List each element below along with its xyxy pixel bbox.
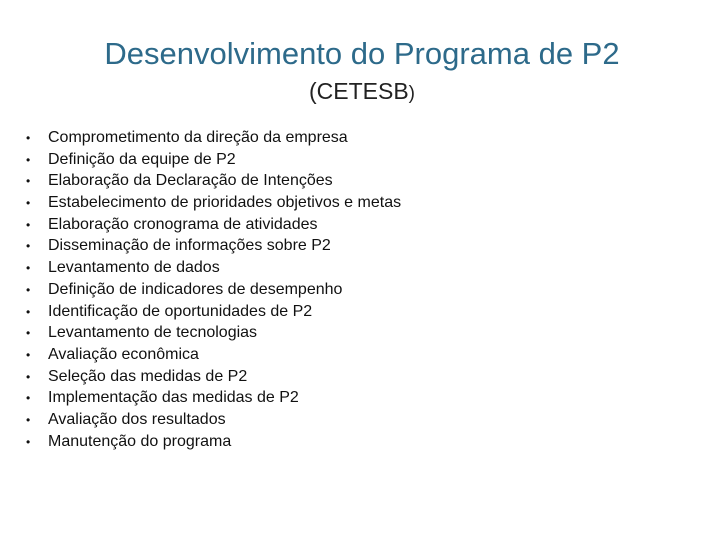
list-item: [26, 301, 401, 323]
list-item: [26, 257, 401, 279]
list-item: [26, 322, 401, 344]
list-item-text: Elaboração da Declaração de Intenções: [48, 172, 333, 190]
list-item-text: Comprometimento da direção da empresa: [48, 129, 348, 146]
list-item-text: Estabelecimento de prioridades objetivos e metas: [48, 194, 402, 212]
list-item-text: Levantamento de tecnologias: [48, 324, 258, 342]
list-item: [26, 127, 401, 149]
bullet-icon: •: [26, 304, 31, 319]
bullet-icon: •: [26, 261, 31, 276]
bullet-icon: •: [26, 391, 31, 406]
bullet-icon: •: [26, 131, 31, 145]
bullet-icon: •: [26, 412, 31, 427]
list-item-text: Definição da equipe de P2: [48, 150, 236, 168]
list-item-text: Implementação das medidas de P2: [48, 389, 299, 407]
bullet-icon: •: [26, 347, 31, 362]
list-item: [26, 192, 401, 214]
list-item: [26, 149, 401, 171]
bullet-icon: •: [26, 217, 31, 232]
list-item: [26, 214, 401, 236]
slide-title: Desenvolvimento do Programa de P2: [104, 36, 620, 71]
list-item-text: Identificação de oportunidades de P2: [48, 302, 313, 320]
bullet-icon: •: [26, 196, 31, 211]
bullet-list: [26, 127, 401, 452]
bullet-icon: •: [26, 282, 31, 297]
list-item-text: Elaboração cronograma de atividades: [48, 215, 318, 233]
list-item-text: Manutenção do programa: [48, 432, 232, 450]
list-item-text: Levantamento de dados: [48, 259, 220, 277]
bullet-icon: •: [26, 326, 31, 341]
list-item: [26, 279, 401, 301]
list-item: [26, 170, 401, 192]
list-item-text: Seleção das medidas de P2: [48, 367, 248, 385]
list-item: [26, 366, 401, 388]
list-item-text: Disseminação de informações sobre P2: [48, 237, 331, 255]
list-item-text: Definição de indicadores de desempenho: [48, 280, 343, 298]
bullet-icon: •: [26, 152, 31, 167]
list-item-text: Avaliação dos resultados: [48, 410, 226, 428]
list-item-text: Avaliação econômica: [48, 345, 199, 363]
subtitle-text: (CETESB: [308, 78, 409, 104]
list-item: [26, 344, 401, 366]
bullet-icon: •: [26, 434, 31, 449]
bullet-icon: •: [26, 174, 31, 189]
subtitle-closing-paren: ): [408, 83, 415, 104]
list-item: [26, 409, 401, 431]
list-item: [26, 431, 401, 453]
bullet-icon: •: [26, 239, 31, 254]
bullet-icon: •: [26, 369, 31, 384]
list-item: [26, 235, 401, 257]
list-item: [26, 387, 401, 409]
slide-subtitle: [0, 76, 720, 109]
